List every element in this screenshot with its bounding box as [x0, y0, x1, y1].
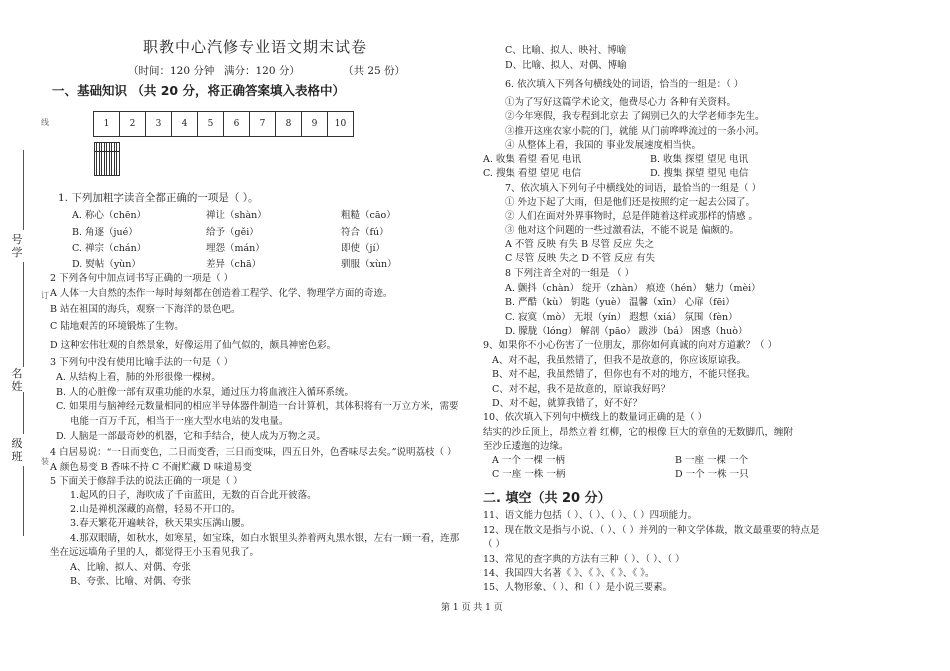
student-number-label: 号学	[11, 233, 23, 259]
option-line: B. 角逐（jué）	[72, 227, 138, 238]
sentence-line: ③推开这座农家小院的门，就能 从门前哗哗流过的一条小河。	[505, 126, 765, 137]
option-line: A 人体一大自然的杰作一每时每刻都在创造着工程学、化学、物理学方面的奇迹。	[50, 288, 393, 299]
answer-table-number: 2	[120, 112, 146, 137]
option-line: D 一个 一株 一只	[675, 469, 749, 480]
sentence-line: ①为了写好这篇学术论文，他费尽心力 各种有关资料。	[505, 97, 737, 108]
binding-char-zhuang: 装	[41, 457, 49, 466]
answer-table-number: 10	[328, 112, 354, 137]
option-line: A 一个 一棵 一柄	[492, 455, 565, 466]
fill-line: 11、语文能力包括（ ）、（ ）、（ ）、（ ）四项能力。	[483, 510, 698, 521]
option-line: A 颜色易变 B 香味不持 C 不耐贮藏 D 味道易变	[50, 462, 252, 473]
exam-score: 满分：120 分）	[224, 65, 300, 77]
binding-line-mid	[23, 262, 24, 367]
question-line: 8 下列注音全对的一组是 （ ）	[505, 268, 635, 279]
binding-char-ding: 订	[41, 291, 49, 300]
question-line: 7、依次填入下列句子中横线处的词语，最恰当的一组是（ ）	[505, 183, 762, 194]
option-line: 即使（jí）	[341, 243, 385, 254]
exam-title: 职教中心汽修专业语文期末试卷	[143, 38, 368, 56]
question-line: 5 下面关于修辞手法的说法正确的一项是（ ）	[50, 476, 243, 487]
answer-table-number: 9	[302, 112, 328, 137]
option-line: B 站在祖国的海兵，观察一下海洋的景色吧。	[50, 304, 241, 315]
option-line: B. 收集 探望 望见 电讯	[650, 154, 749, 165]
section2-heading: 二. 填空（共 20 分）	[483, 491, 611, 506]
answer-table-number: 8	[276, 112, 302, 137]
fill-line: （ ）	[483, 539, 506, 550]
page-footer: 第 1 页 共 1 页	[441, 603, 503, 613]
sentence-line: ④ 从整体上看，我国的 事业发展速度相当快。	[505, 140, 702, 151]
option-line: D、对不起，就算我错了，好不好？	[492, 398, 643, 409]
question-line: 6. 依次填入下列各句横线处的词语，恰当的一组是：（ ）	[505, 79, 744, 90]
fill-line: 15、人物形象、（ ）、和（ ）是小说三要素。	[483, 582, 673, 593]
sentence-line: 2.山是禅机深藏的高僧，轻易不开口的。	[70, 504, 241, 515]
sentence-line: 坐在远远墙角子里的人，都觉得王小玉看见我了。	[50, 547, 260, 558]
fill-line: 13、常见的查字典的方法有三种（ ）、（ ）、（ ）	[483, 554, 685, 565]
option-line: B、夸张、比喻、对偶、夸张	[70, 576, 191, 587]
option-line: 差异（chā）	[206, 259, 262, 270]
option-line: C. 搜集 看望 望见 电信	[483, 168, 582, 179]
option-line: A 不管 反映 有失 B 尽管 反应 失之	[505, 239, 654, 250]
question-line: 10、依次填入下列句中横线上的数量词正确的是（ ）	[483, 412, 708, 423]
option-line: 电能一百万千瓦，相当于一座大型水电站的发电量。	[70, 416, 289, 427]
option-line: A. 颤抖（chàn） 绽开（zhàn） 痕迹（hén） 魅力（mèi）	[505, 283, 761, 294]
option-line: D、比喻、拟人、对偶、博喻	[505, 60, 627, 71]
student-name-label: 名姓	[11, 367, 23, 393]
option-line: C 陆地艰苦的环境锻炼了生物。	[50, 321, 184, 332]
option-line: 驯服（xùn）	[341, 259, 397, 270]
question-line: 1. 下列加粗字读音全都正确的一项是（ ）。	[58, 192, 259, 204]
binding-line-low	[23, 392, 24, 434]
option-line: A. 称心（chēn）	[72, 210, 147, 221]
option-line: A. 从结构上看，肺的外形很像一棵树。	[56, 372, 221, 383]
option-line: D. 朦胧（lóng） 解剖（pāo） 跋涉（bá） 困惑（huò）	[505, 326, 748, 337]
sentence-line: ③ 他对这个问题的一些过激看法，不能不说是 偏颇的。	[505, 225, 740, 236]
binding-line-top	[23, 150, 24, 230]
question-line: 9、如果你不小心伤害了一位朋友，那你如何真诚的向对方道歉？（ ）	[483, 340, 778, 351]
option-line: C. 如果用与脑神经元数量相同的相应半导体器件制造一台计算机，其体积将有一万立方米，需要	[56, 401, 459, 412]
exam-time: （时间：120 分钟	[128, 65, 215, 77]
sentence-line: ②今年寒假，我专程到北京去 了阔别已久的大学老师李先生。	[505, 111, 765, 122]
sentence-line: 3.春天繁花开遍峡谷，秋天果实压满山腰。	[70, 518, 251, 529]
answer-table-number: 7	[250, 112, 276, 137]
binding-line-bottom	[23, 466, 24, 536]
question-line: 2 下列各句中加点词书写正确的一项是（ ）	[50, 273, 234, 284]
option-line: C、对不起，我不是故意的，原谅我好吗？	[492, 384, 671, 395]
answer-table	[93, 111, 354, 156]
option-line: C 尽管 反映 失之 D 不管 反应 有失	[505, 253, 656, 264]
fill-line: 14、我国四大名著《 》、《 》、《 》、《 》。	[483, 568, 655, 579]
option-line: D. 熨帖（yùn）	[72, 259, 141, 270]
class-label: 级班	[11, 437, 23, 463]
question-line: 4 白居易说：“一日而变色，二日而变香，三日而变味，四五日外，色香味尽去矣。”说明荔枝（ ）	[50, 447, 457, 458]
option-line: B. 严酷（kù） 钥匙（yuè） 温馨（xīn） 心扉（fēi）	[505, 297, 735, 308]
sentence-line: 4.那双眼睛，如秋水，如寒星，如宝珠，如白水银里头养着两丸黑水银，左右一顾一看，连那	[70, 533, 460, 544]
option-line: D. 搜集 探望 望见 电信	[650, 168, 749, 179]
option-line: C. 禅宗（chán）	[72, 243, 147, 254]
sentence-line: 1.起风的日子，海吹成了千亩蓝田，无数的百合此开彼落。	[70, 490, 317, 501]
option-line: D 这种宏伟壮观的自然景象，好像运用了仙气似的，颇具神密色彩。	[50, 340, 337, 351]
answer-table-number: 3	[146, 112, 172, 137]
option-line: C、比喻、拟人、映衬、博喻	[505, 45, 627, 56]
answer-cell[interactable]	[117, 143, 120, 176]
option-line: C 一座 一株 一柄	[492, 469, 566, 480]
option-line: B. 人的心脏像一部有双重功能的水泵，通过压力将血液注入循环系统。	[56, 387, 355, 398]
sentence-line: ① 外边下起了大雨，但是他们还是按照约定一起去公园了。	[505, 197, 756, 208]
answer-table-number: 1	[94, 112, 120, 137]
option-line: 禅让（shàn）	[206, 210, 267, 221]
binding-char-line: 线	[41, 118, 49, 127]
option-line: 粗糙（cāo）	[341, 210, 396, 221]
sentence-line: ② 人们在面对外界事物时，总是伴随着这样或那样的情感 。	[505, 211, 759, 222]
sentence-line: 至沙丘逶迤的边缘。	[483, 441, 569, 452]
option-line: A、比喻、拟人、对偶、夸张	[70, 562, 191, 573]
option-line: 符合（fú）	[341, 227, 389, 238]
option-line: 埋怨（mán）	[206, 243, 265, 254]
answer-table-number: 6	[224, 112, 250, 137]
question-line: 3 下列句中没有使用比喻手法的一句是（ ）	[50, 357, 234, 368]
option-line: A、对不起，我虽然错了，但我不是故意的，你应该原谅我。	[492, 355, 746, 366]
sentence-line: 结实的沙丘顶上，昂然立着 红柳，它的根像 巨大的章鱼的无数脚爪，缠附	[483, 427, 794, 438]
option-line: 给予（gěi）	[206, 227, 259, 238]
answer-table-number: 5	[198, 112, 224, 137]
option-line: C. 寂寞（mò） 无垠（yín） 遐想（xiá） 氛围（fèn）	[505, 312, 738, 323]
option-line: B 一座 一棵 一个	[675, 455, 749, 466]
exam-copies: （共 25 份）	[343, 65, 406, 77]
section1-heading: 一、基础知识 （共 20 分，将正确答案填入表格中）	[52, 83, 345, 98]
option-line: B、对不起，我虽然错了，但你也有不对的地方，不能只怪我。	[492, 369, 756, 380]
answer-table-number: 4	[172, 112, 198, 137]
fill-line: 12、现在散文是指与小说、（ ）、（ ）并列的一种文学体裁，散文最重要的特点是	[483, 525, 820, 536]
option-line: A. 收集 看望 看见 电讯	[483, 154, 581, 165]
option-line: D. 人脑是一部最奇妙的机器，它和手结合，使人成为万物之灵。	[56, 431, 326, 442]
